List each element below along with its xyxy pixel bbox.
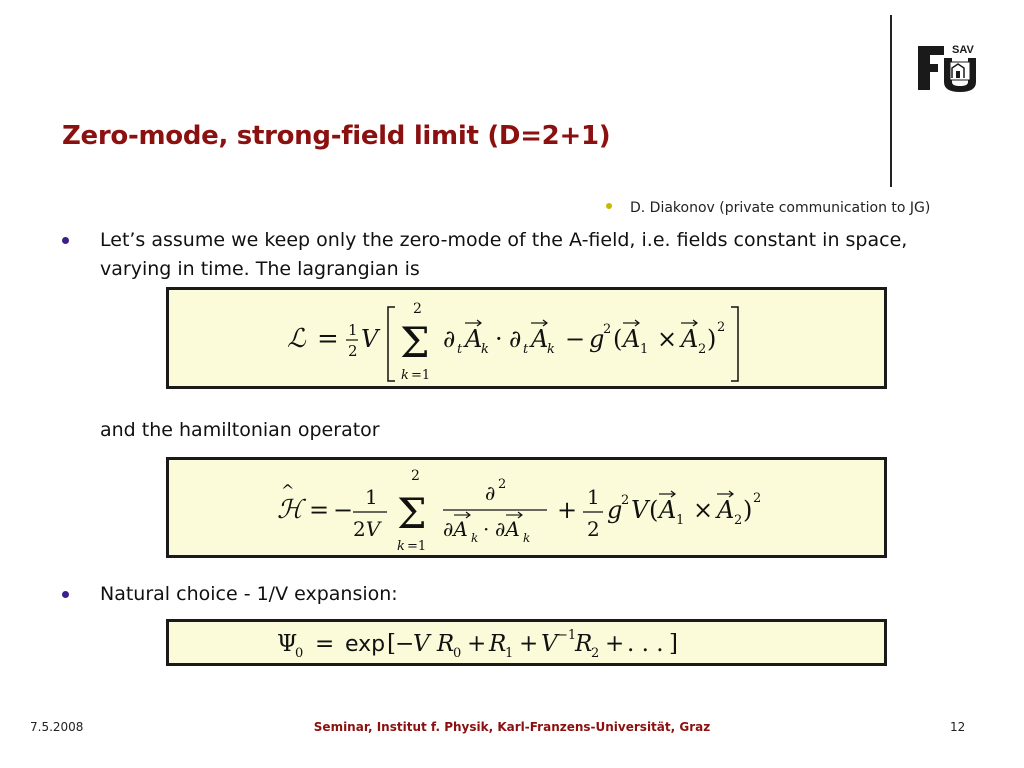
svg-text:−: − xyxy=(394,630,414,657)
svg-text:2: 2 xyxy=(733,512,742,528)
svg-text:g: g xyxy=(588,325,604,353)
svg-text:k: k xyxy=(546,342,555,357)
svg-text:Σ: Σ xyxy=(396,488,427,538)
svg-text:2: 2 xyxy=(697,342,706,357)
svg-text:V: V xyxy=(360,325,378,353)
svg-text:k: k xyxy=(470,530,478,545)
svg-text:+: + xyxy=(518,630,538,657)
svg-text:2: 2 xyxy=(752,490,761,506)
svg-text:Σ: Σ xyxy=(399,318,430,367)
svg-text:t: t xyxy=(522,342,528,357)
svg-text:∂: ∂ xyxy=(484,480,495,505)
lagrangian-equation xyxy=(247,293,807,383)
svg-text:R: R xyxy=(488,630,506,657)
svg-text:0: 0 xyxy=(452,645,461,661)
svg-text:A: A xyxy=(464,325,482,353)
svg-text:exp: exp xyxy=(344,631,385,657)
svg-text:∂A: ∂A xyxy=(442,516,468,541)
svg-text:2: 2 xyxy=(410,467,420,484)
svg-text:1: 1 xyxy=(347,321,358,339)
svg-text:2: 2 xyxy=(716,320,725,335)
svg-text:R: R xyxy=(574,630,592,657)
svg-text:0: 0 xyxy=(294,645,303,661)
svg-text:2: 2 xyxy=(620,492,629,508)
bullet-text-line-2: varying in time. The lagrangian is xyxy=(100,258,420,280)
svg-text:A: A xyxy=(680,325,698,353)
svg-text:=: = xyxy=(308,495,329,524)
svg-text:A: A xyxy=(658,495,676,524)
lagrangian-equation-box xyxy=(166,287,887,389)
footer-page-number: 12 xyxy=(950,720,966,734)
footer-venue: Seminar, Institut f. Physik, Karl-Franzens-Universität, Graz xyxy=(313,720,711,734)
svg-text:·: · xyxy=(482,516,489,541)
svg-text:2: 2 xyxy=(412,301,422,317)
svg-text:(: ( xyxy=(648,495,658,524)
svg-text:=: = xyxy=(314,630,334,657)
bullet-item-expansion xyxy=(62,580,398,609)
svg-text:2: 2 xyxy=(586,516,600,541)
svg-text:1: 1 xyxy=(639,342,648,357)
svg-text:k: k xyxy=(396,538,405,554)
svg-text:g: g xyxy=(606,495,622,524)
bullet-text xyxy=(100,226,907,284)
svg-text:+: + xyxy=(466,630,486,657)
reference-note xyxy=(606,200,930,216)
svg-text:∂A: ∂A xyxy=(494,516,520,541)
bullet-dot-icon xyxy=(62,591,69,598)
svg-text:Ψ: Ψ xyxy=(276,630,297,657)
note-bullet-icon xyxy=(606,203,612,209)
institution-logo xyxy=(916,40,988,96)
logo-text: SAV xyxy=(952,44,974,56)
svg-text:1: 1 xyxy=(364,484,378,509)
svg-text:−1: −1 xyxy=(556,627,576,643)
svg-text:A: A xyxy=(622,325,640,353)
svg-text:t: t xyxy=(456,342,462,357)
svg-text:∂: ∂ xyxy=(442,325,455,353)
svg-text:ℒ: ℒ xyxy=(286,324,306,354)
svg-text:2: 2 xyxy=(497,476,506,492)
svg-text:(: ( xyxy=(612,325,622,353)
svg-text:+: + xyxy=(604,630,624,657)
svg-text:^: ^ xyxy=(280,480,294,500)
svg-text:V: V xyxy=(630,495,648,524)
svg-text:2: 2 xyxy=(590,645,599,661)
wavefunction-equation xyxy=(267,623,787,663)
bullet-text-line-1: Let’s assume we keep only the zero-mode of the A-field, i.e. fields constant in space, xyxy=(100,229,908,251)
svg-text:1: 1 xyxy=(504,645,513,661)
svg-text:k: k xyxy=(522,530,530,545)
hamiltonian-equation xyxy=(247,462,807,554)
wavefunction-equation-box xyxy=(166,619,887,666)
svg-text:=1: =1 xyxy=(410,368,430,383)
svg-text:∂: ∂ xyxy=(508,325,521,353)
svg-text:=: = xyxy=(316,324,339,354)
bullet-text: Natural choice - 1/V expansion: xyxy=(100,583,398,605)
svg-text:]: ] xyxy=(668,630,678,657)
svg-text:−: − xyxy=(332,495,353,524)
svg-text:A: A xyxy=(530,325,548,353)
svg-text:ℋ: ℋ xyxy=(276,494,303,525)
svg-text:+: + xyxy=(556,495,577,524)
svg-text:2: 2 xyxy=(347,342,358,360)
slide-title: Zero-mode, strong-field limit (D=2+1) xyxy=(62,121,611,151)
svg-text:·: · xyxy=(494,325,503,353)
svg-text:×: × xyxy=(656,325,677,353)
hamiltonian-intro-text: and the hamiltonian operator xyxy=(100,419,380,441)
svg-text:[: [ xyxy=(386,630,396,657)
svg-text:1: 1 xyxy=(675,512,684,528)
svg-text:): ) xyxy=(706,325,716,353)
svg-text:×: × xyxy=(692,495,713,524)
svg-text:1: 1 xyxy=(586,484,600,509)
svg-text:−: − xyxy=(564,325,585,353)
header-divider-line xyxy=(890,15,892,187)
svg-text:k: k xyxy=(480,342,489,357)
svg-text:=1: =1 xyxy=(406,538,426,554)
svg-text:A: A xyxy=(716,495,734,524)
svg-text:. . .: . . . xyxy=(626,630,664,657)
bullet-item-zero-mode xyxy=(62,226,907,284)
svg-text:V R: V R xyxy=(412,630,454,657)
svg-text:2V: 2V xyxy=(352,516,380,541)
reference-note-text: D. Diakonov (private communication to JG) xyxy=(630,200,931,216)
bullet-dot-icon xyxy=(62,237,69,244)
svg-text:): ) xyxy=(742,495,752,524)
svg-text:V: V xyxy=(540,630,558,657)
footer-date: 7.5.2008 xyxy=(30,720,84,734)
hamiltonian-equation-box xyxy=(166,457,887,558)
svg-text:2: 2 xyxy=(602,322,611,337)
svg-text:k: k xyxy=(400,368,409,383)
